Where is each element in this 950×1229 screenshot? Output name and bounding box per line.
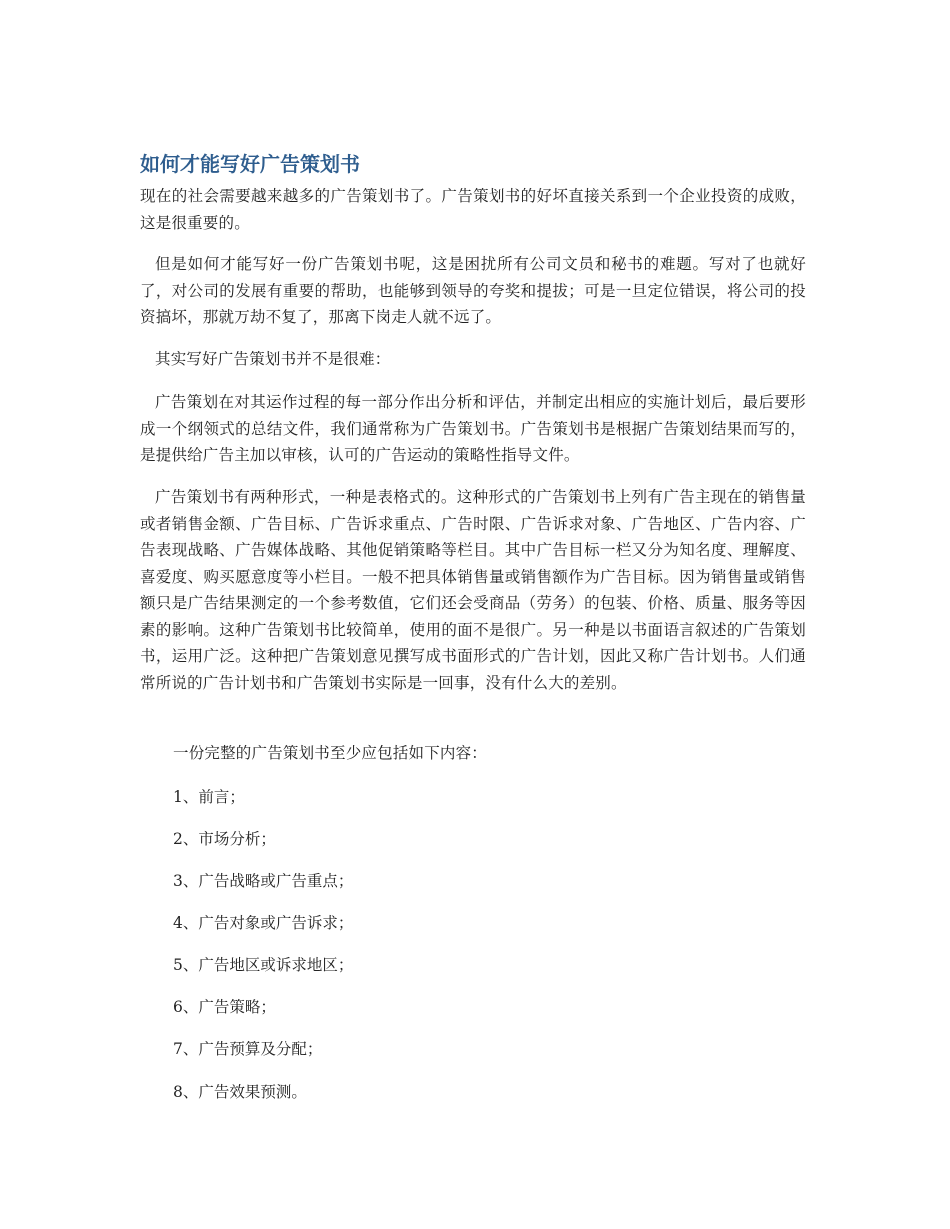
list-item: 4、广告对象或广告诉求； xyxy=(173,914,354,932)
paragraph-intro: 现在的社会需要越来越多的广告策划书了。广告策划书的好坏直接关系到一个企业投资的成败，这是很重要的。 xyxy=(140,187,806,232)
list-item: 8、广告效果预测。 xyxy=(173,1083,307,1101)
paragraph-definition: 广告策划在对其运作过程的每一部分作出分析和评估，并制定出相应的实施计划后，最后要形成一个纲领式的总结文件，我们通常称为广告策划书。广告策划书是根据广告策划结果而写的，是提供给广告主加以审核，认可的广告运动的策略性指导文件。 xyxy=(140,393,806,464)
paragraph-not-hard: 其实写好广告策划书并不是很难： xyxy=(155,350,391,368)
list-item: 3、广告战略或广告重点； xyxy=(173,872,354,890)
document-title: 如何才能写好广告策划书 xyxy=(140,152,360,176)
list-item: 6、广告策略； xyxy=(173,998,276,1016)
list-item: 7、广告预算及分配； xyxy=(173,1040,323,1058)
list-item: 5、广告地区或诉求地区； xyxy=(173,956,354,974)
list-item: 2、市场分析； xyxy=(173,830,276,848)
paragraph-forms: 广告策划书有两种形式，一种是表格式的。这种形式的广告策划书上列有广告主现在的销售量或者销售金额、广告目标、广告诉求重点、广告时限、广告诉求对象、广告地区、广告内容、广告表现战略、广告媒体战略、其他促销策略等栏目。其中广告目标一栏又分为知名度、理解度、喜爱度、购买愿意度等小栏目。一般不把具体销售量或销售额作为广告目标。因为销售量或销售额只是广告结果测定的一个参考数值，它们还会受商品（劳务）的包装、价格、质量、服务等因素的影响。这种广告策划书比较简单，使用的面不是很广。另一种是以书面语言叙述的广告策划书，运用广泛。这种把广告策划意见撰写成书面形式的广告计划，因此又称广告计划书。人们通常所说的广告计划书和广告策划书实际是一回事，没有什么大的差别。 xyxy=(140,488,806,692)
list-item: 1、前言； xyxy=(173,788,245,806)
paragraph-contents-intro: 一份完整的广告策划书至少应包括如下内容： xyxy=(173,744,488,762)
paragraph-difficulty: 但是如何才能写好一份广告策划书呢，这是困扰所有公司文员和秘书的难题。写对了也就好了，对公司的发展有重要的帮助，也能够到领导的夸奖和提拔；可是一旦定位错误，将公司的投资搞坏，那就万劫不复了，那离下岗走人就不远了。 xyxy=(140,255,806,326)
